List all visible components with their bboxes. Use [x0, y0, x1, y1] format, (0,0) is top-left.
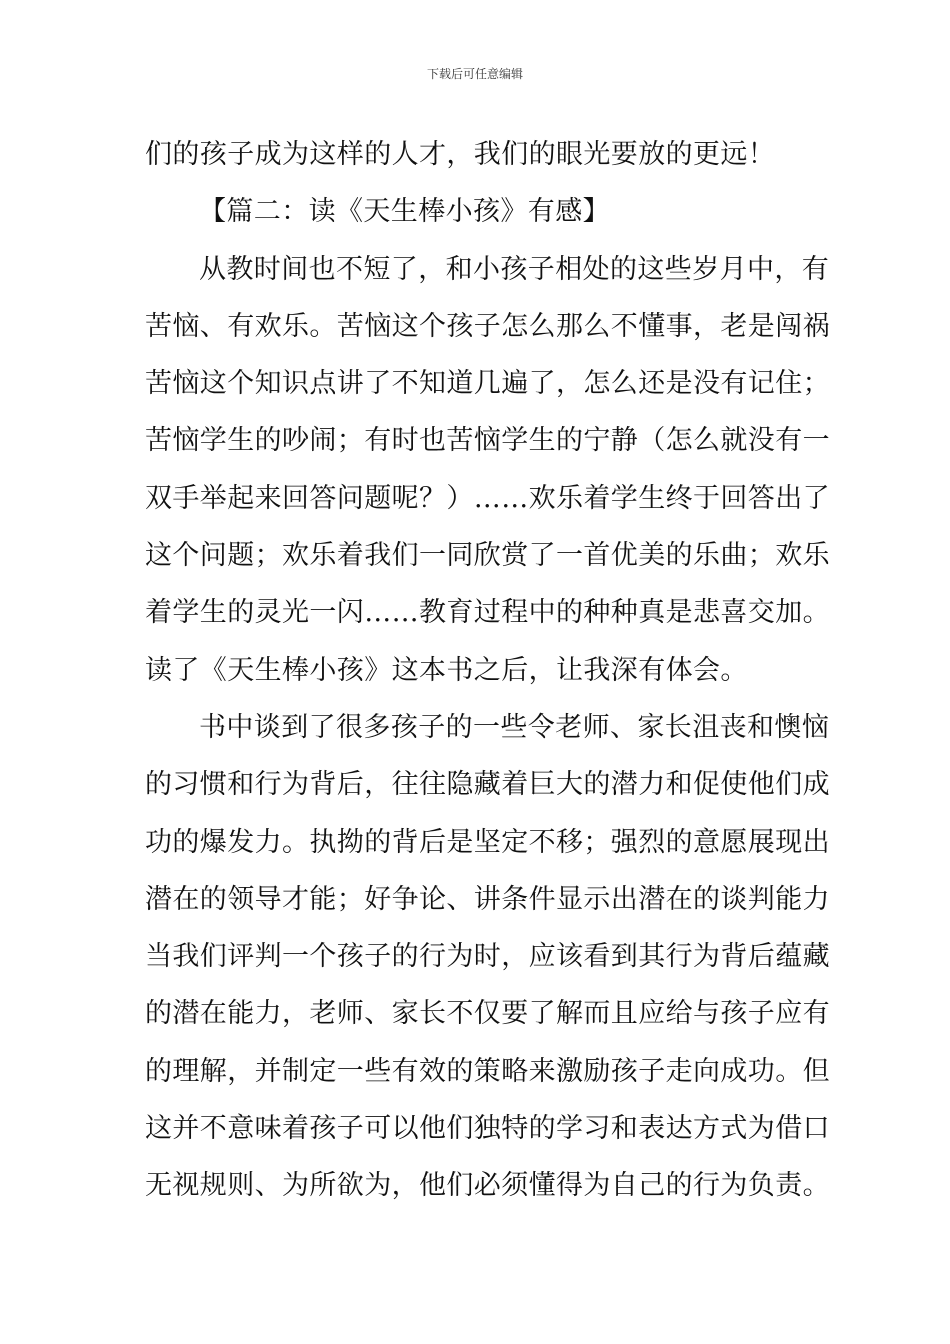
text-line: 苦恼这个知识点讲了不知道几遍了，怎么还是没有记住；	[145, 368, 830, 400]
text-line: 着学生的灵光一闪……教育过程中的种种真是悲喜交加。	[145, 597, 830, 629]
page-header: 下载后可任意编辑	[426, 67, 523, 81]
text-line: 这个问题；欢乐着我们一同欣赏了一首优美的乐曲；欢乐	[145, 540, 830, 572]
text-line: 的习惯和行为背后，往往隐藏着巨大的潜力和促使他们成	[145, 769, 830, 801]
text-line: 苦恼学生的吵闹；有时也苦恼学生的宁静（怎么就没有一	[145, 425, 830, 457]
text-line: 潜在的领导才能；好争论、讲条件显示出潜在的谈判能力	[145, 883, 830, 915]
text-line: 的理解，并制定一些有效的策略来激励孩子走向成功。但	[145, 1055, 830, 1087]
text-line: 这并不意味着孩子可以他们独特的学习和表达方式为借口	[145, 1113, 830, 1145]
text-line: 读了《天生棒小孩》这本书之后，让我深有体会。	[145, 654, 748, 686]
document-body	[145, 135, 830, 1224]
text-line: 双手举起来回答问题呢？）……欢乐着学生终于回答出了	[145, 482, 830, 514]
text-line: 书中谈到了很多孩子的一些令老师、家长沮丧和懊恼	[199, 711, 830, 743]
text-line: 功的爆发力。执拗的背后是坚定不移；强烈的意愿展现出	[145, 826, 830, 858]
text-line: 们的孩子成为这样的人才，我们的眼光要放的更远！	[145, 139, 776, 170]
text-line: 苦恼、有欢乐。苦恼这个孩子怎么那么不懂事，老是闯祸	[145, 310, 830, 342]
text-line: 当我们评判一个孩子的行为时，应该看到其行为背后蕴藏	[145, 941, 830, 973]
text-line: 无视规则、为所欲为，他们必须懂得为自己的行为负责。	[145, 1170, 830, 1202]
text-line: 从教时间也不短了，和小孩子相处的这些岁月中，有	[199, 253, 830, 285]
text-line: 的潜在能力，老师、家长不仅要了解而且应给与孩子应有	[145, 998, 830, 1030]
section-heading: 【篇二：读《天生棒小孩》有感】	[199, 196, 610, 228]
